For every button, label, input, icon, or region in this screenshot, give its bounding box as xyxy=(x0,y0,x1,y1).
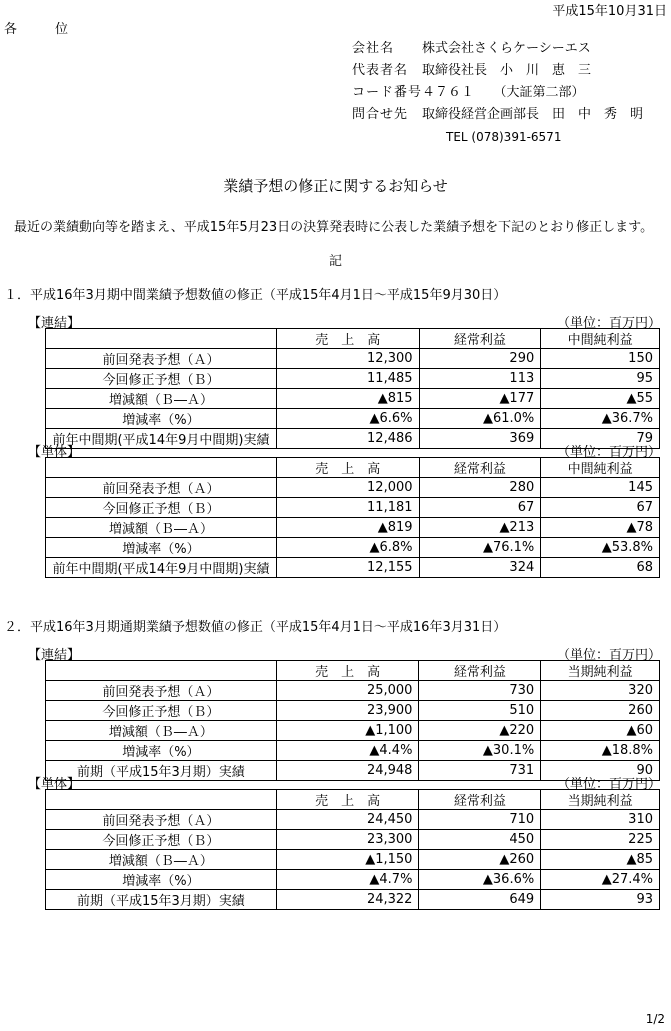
value-cell: ▲60 xyxy=(541,721,660,741)
value-cell: ▲177 xyxy=(419,389,541,409)
company-name-value: 株式会社さくらケーシーエス xyxy=(422,41,591,56)
column-header xyxy=(46,661,277,681)
value-cell: ▲30.1% xyxy=(419,741,541,761)
table-row xyxy=(46,478,660,498)
table-row xyxy=(46,701,660,721)
value-cell: 324 xyxy=(419,558,541,578)
table-row xyxy=(46,349,660,369)
row-label: 前回発表予想（Ａ） xyxy=(46,349,277,369)
contact-row xyxy=(352,104,643,126)
column-header: 売 上 高 xyxy=(276,661,419,681)
value-cell: 68 xyxy=(541,558,660,578)
table-row xyxy=(46,681,660,701)
value-cell: 225 xyxy=(541,830,660,850)
table-row xyxy=(46,870,660,890)
value-cell: 67 xyxy=(541,498,660,518)
value-cell: 24,450 xyxy=(276,810,419,830)
column-header xyxy=(46,458,277,478)
company-name-label: 会社名 xyxy=(352,41,395,56)
financial-table xyxy=(45,457,660,578)
row-label: 今回修正予想（Ｂ） xyxy=(46,369,277,389)
value-cell: 310 xyxy=(541,810,660,830)
value-cell: 731 xyxy=(419,761,541,781)
value-cell: 450 xyxy=(419,830,541,850)
representative-label: 代表者名 xyxy=(352,63,409,78)
unit-label: （単位：百万円） xyxy=(556,777,661,792)
value-cell: 260 xyxy=(541,701,660,721)
value-cell: ▲53.8% xyxy=(541,538,660,558)
table-tag: 【単体】 xyxy=(28,445,81,460)
value-cell: ▲36.7% xyxy=(541,409,660,429)
value-cell: 280 xyxy=(419,478,541,498)
table-header-row xyxy=(46,458,660,478)
value-cell: ▲1,100 xyxy=(276,721,419,741)
financial-table xyxy=(45,789,660,910)
row-label: 今回修正予想（Ｂ） xyxy=(46,830,277,850)
value-cell: 710 xyxy=(419,810,541,830)
value-cell: ▲1,150 xyxy=(276,850,419,870)
value-cell: 25,000 xyxy=(276,681,419,701)
value-cell: ▲18.8% xyxy=(541,741,660,761)
value-cell: 649 xyxy=(419,890,541,910)
value-cell: 730 xyxy=(419,681,541,701)
column-header: 経常利益 xyxy=(419,329,541,349)
row-label: 前回発表予想（Ａ） xyxy=(46,681,277,701)
value-cell: ▲85 xyxy=(541,850,660,870)
table-row xyxy=(46,389,660,409)
representative-value: 取締役社長 小 川 恵 三 xyxy=(422,63,592,78)
row-label: 今回修正予想（Ｂ） xyxy=(46,701,277,721)
value-cell: 23,900 xyxy=(276,701,419,721)
value-cell: ▲815 xyxy=(276,389,419,409)
value-cell: 12,300 xyxy=(276,349,419,369)
value-cell: ▲4.7% xyxy=(276,870,419,890)
column-header: 当期純利益 xyxy=(541,661,660,681)
column-header xyxy=(46,329,277,349)
value-cell: ▲78 xyxy=(541,518,660,538)
column-header: 当期純利益 xyxy=(541,790,660,810)
column-header: 売 上 高 xyxy=(276,329,419,349)
value-cell: ▲36.6% xyxy=(419,870,541,890)
code-row xyxy=(352,82,643,104)
row-label: 前期（平成15年3月期）実績 xyxy=(46,890,277,910)
value-cell: ▲6.6% xyxy=(276,409,419,429)
table-row xyxy=(46,810,660,830)
value-cell: 90 xyxy=(541,761,660,781)
value-cell: 510 xyxy=(419,701,541,721)
row-label: 今回修正予想（Ｂ） xyxy=(46,498,277,518)
table-row xyxy=(46,369,660,389)
lead-paragraph: 最近の業績動向等を踏まえ、平成15年5月23日の決算発表時に公表した業績予想を下記のとおり修正します。 xyxy=(14,220,654,235)
row-label: 前年中間期(平成14年9月中間期)実績 xyxy=(46,429,277,449)
page-number: 1/2 xyxy=(645,1012,665,1026)
row-label: 増減率（%） xyxy=(46,409,277,429)
company-info-block xyxy=(352,38,643,148)
telephone: TEL (078)391-6571 xyxy=(446,130,562,144)
row-label: 前回発表予想（Ａ） xyxy=(46,810,277,830)
addressee: 各位 xyxy=(4,22,107,37)
representative-row xyxy=(352,60,643,82)
table-row xyxy=(46,890,660,910)
table-row xyxy=(46,518,660,538)
ki-heading: 記 xyxy=(328,254,342,269)
table-tag: 【連結】 xyxy=(28,316,81,331)
value-cell: 95 xyxy=(541,369,660,389)
contact-label: 問合せ先 xyxy=(352,107,409,122)
column-header: 売 上 高 xyxy=(276,458,419,478)
value-cell: 24,322 xyxy=(276,890,419,910)
unit-label: （単位：百万円） xyxy=(556,316,661,331)
table-header-row xyxy=(46,790,660,810)
value-cell: ▲76.1% xyxy=(419,538,541,558)
value-cell: ▲213 xyxy=(419,518,541,538)
table-row xyxy=(46,498,660,518)
value-cell: ▲61.0% xyxy=(419,409,541,429)
value-cell: 93 xyxy=(541,890,660,910)
column-header: 経常利益 xyxy=(419,790,541,810)
column-header: 経常利益 xyxy=(419,661,541,681)
row-label: 前年中間期(平成14年9月中間期)実績 xyxy=(46,558,277,578)
table-row xyxy=(46,850,660,870)
value-cell: 320 xyxy=(541,681,660,701)
code-value: ４７６１ （大証第二部） xyxy=(422,85,585,100)
unit-label: （単位：百万円） xyxy=(556,445,661,460)
section-heading: １．平成16年3月期中間業績予想数値の修正（平成15年4月1日～平成15年9月30日） xyxy=(4,288,507,303)
value-cell: ▲55 xyxy=(541,389,660,409)
row-label: 前回発表予想（Ａ） xyxy=(46,478,277,498)
column-header: 経常利益 xyxy=(419,458,541,478)
financial-table xyxy=(45,328,660,449)
row-label: 増減率（%） xyxy=(46,538,277,558)
table-tag: 【単体】 xyxy=(28,777,81,792)
column-header xyxy=(46,790,277,810)
code-label: コード番号 xyxy=(352,85,423,100)
section-heading: ２．平成16年3月期通期業績予想数値の修正（平成15年4月1日～平成16年3月31日） xyxy=(4,620,507,635)
value-cell: 79 xyxy=(541,429,660,449)
value-cell: ▲27.4% xyxy=(541,870,660,890)
table-header-row xyxy=(46,661,660,681)
column-header: 中間純利益 xyxy=(541,329,660,349)
table-row xyxy=(46,558,660,578)
row-label: 前期（平成15年3月期）実績 xyxy=(46,761,277,781)
value-cell: 11,181 xyxy=(276,498,419,518)
value-cell: 145 xyxy=(541,478,660,498)
document-date: 平成15年10月31日 xyxy=(552,4,667,19)
value-cell: 67 xyxy=(419,498,541,518)
row-label: 増減額（Ｂ―Ａ） xyxy=(46,721,277,741)
column-header: 売 上 高 xyxy=(276,790,419,810)
row-label: 増減額（Ｂ―Ａ） xyxy=(46,850,277,870)
value-cell: 23,300 xyxy=(276,830,419,850)
row-label: 増減率（%） xyxy=(46,870,277,890)
value-cell: 150 xyxy=(541,349,660,369)
table-row xyxy=(46,538,660,558)
value-cell: ▲4.4% xyxy=(276,741,419,761)
table-row xyxy=(46,409,660,429)
table-header-row xyxy=(46,329,660,349)
table-tag: 【連結】 xyxy=(28,648,81,663)
document-title: 業績予想の修正に関するお知らせ xyxy=(223,177,448,195)
value-cell: 290 xyxy=(419,349,541,369)
table-row xyxy=(46,741,660,761)
value-cell: ▲260 xyxy=(419,850,541,870)
column-header: 中間純利益 xyxy=(541,458,660,478)
value-cell: 369 xyxy=(419,429,541,449)
value-cell: ▲819 xyxy=(276,518,419,538)
value-cell: 12,000 xyxy=(276,478,419,498)
value-cell: 11,485 xyxy=(276,369,419,389)
row-label: 増減額（Ｂ―Ａ） xyxy=(46,389,277,409)
value-cell: 24,948 xyxy=(276,761,419,781)
table-row xyxy=(46,721,660,741)
unit-label: （単位：百万円） xyxy=(556,648,661,663)
value-cell: 12,155 xyxy=(276,558,419,578)
financial-table xyxy=(45,660,660,781)
value-cell: ▲6.8% xyxy=(276,538,419,558)
row-label: 増減率（%） xyxy=(46,741,277,761)
contact-value: 取締役経営企画部長 田 中 秀 明 xyxy=(422,107,644,122)
value-cell: 12,486 xyxy=(276,429,419,449)
company-name-row xyxy=(352,38,643,60)
value-cell: 113 xyxy=(419,369,541,389)
table-row xyxy=(46,830,660,850)
value-cell: ▲220 xyxy=(419,721,541,741)
row-label: 増減額（Ｂ―Ａ） xyxy=(46,518,277,538)
